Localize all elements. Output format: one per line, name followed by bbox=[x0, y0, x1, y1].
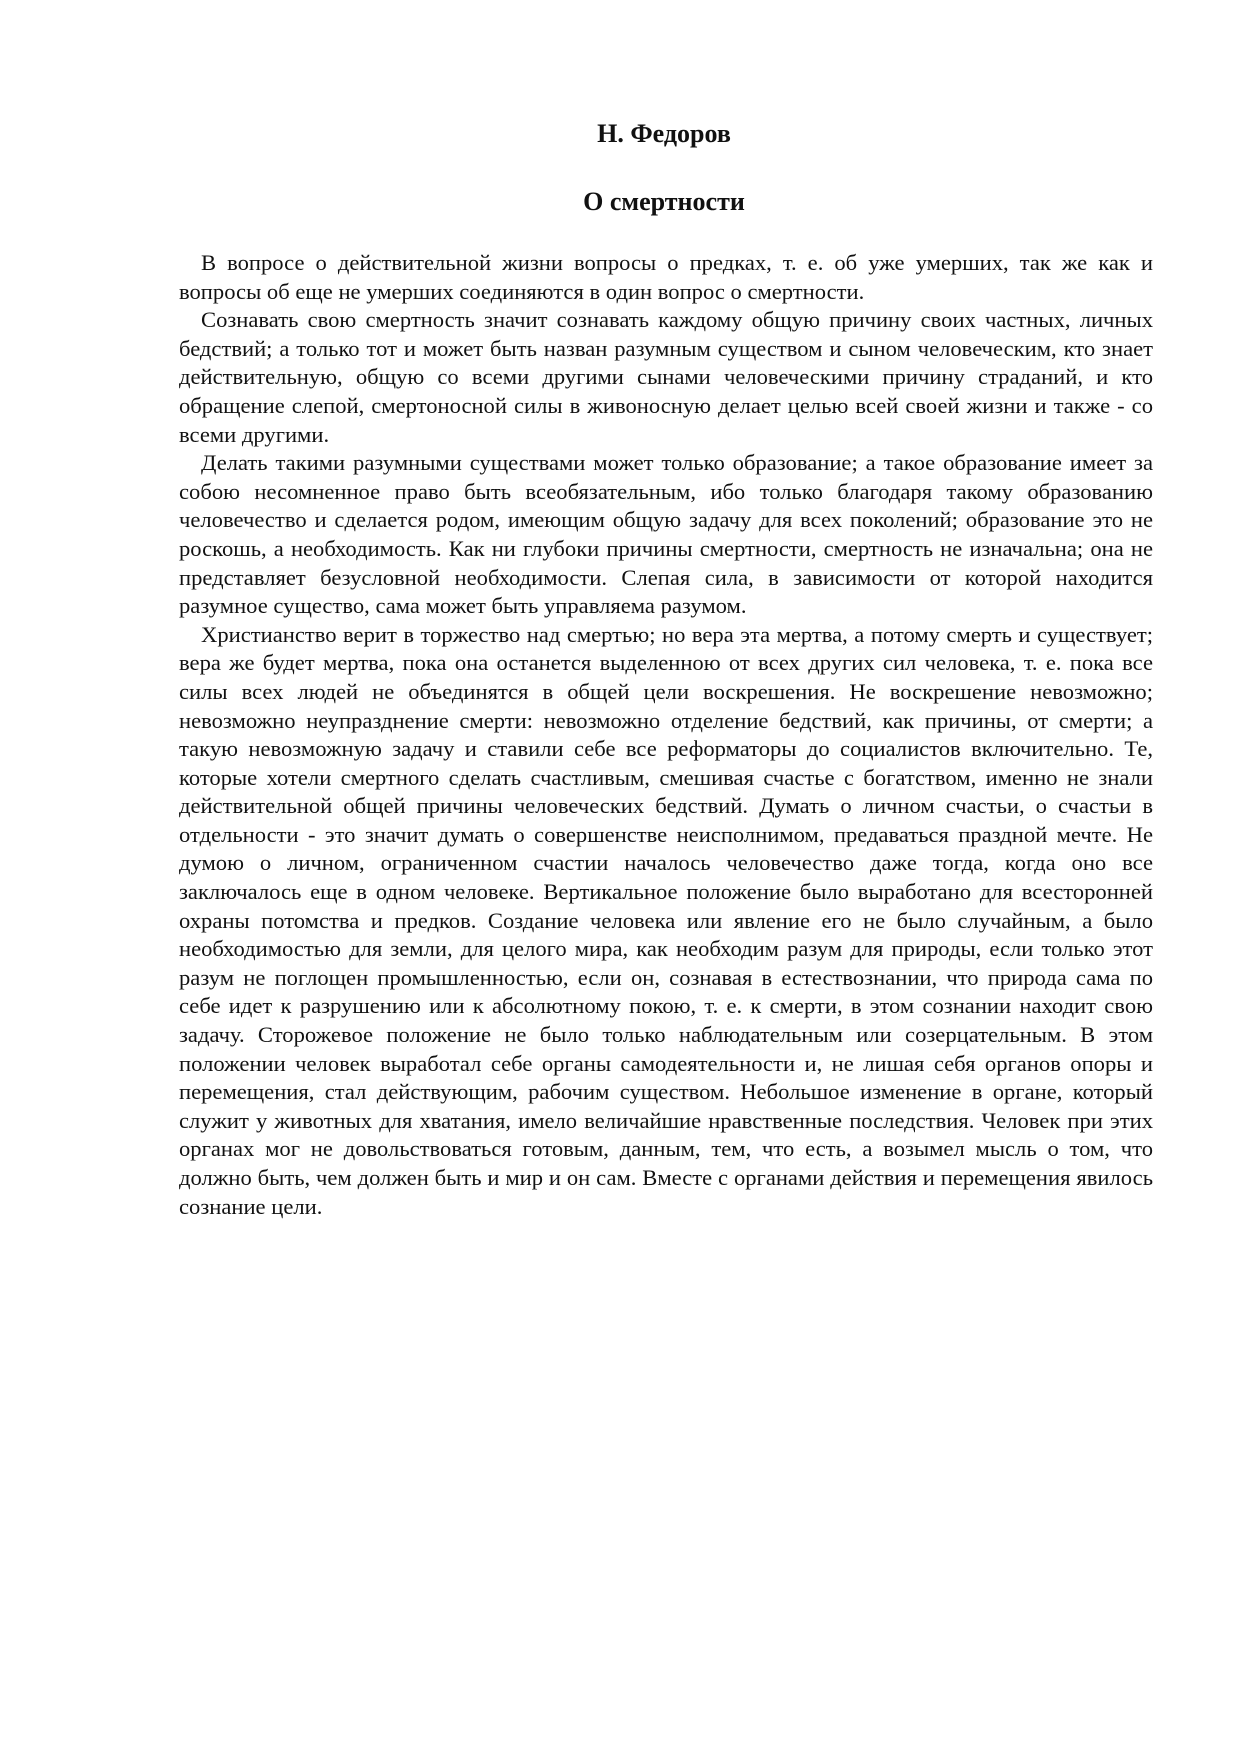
paragraph: Делать такими разумными существами может только образование; а такое образование имеет за собою несомненное право быть всеобязательным, ибо только благодаря такому образованию человечество и сделается родом, имеющим общую задачу для всех поколений; образование это не роскошь, а необходимость. Как ни глубоки причины смертности, смертность не изначальна; она не представляет безусловной необходимости. Слепая сила, в зависимости от которой находится разумное существо, сама может быть управляема разумом. bbox=[179, 450, 1153, 619]
author-name: Н. Федоров bbox=[597, 119, 731, 148]
document-title: О смертности bbox=[583, 187, 745, 216]
paragraph: Христианство верит в торжество над смертью; но вера эта мертва, а потому смерть и существует; вера же будет мертва, пока она останется выделенною от всех других сил человека, т. е. пока все силы всех людей не объединятся в общей цели воскрешения. Не воскрешение невозможно; невозможно неупразднение смерти: невозможно отделение бедствий, как причины, от смерти; а такую невозможную задачу и ставили себе все реформаторы до социалистов включительно. Те, которые хотели смертного сделать счастливым, смешивая счастье с богатством, именно не знали действительной общей причины человеческих бедствий. Думать о личном счастьи, о счастьи в отдельности - это значит думать о совершенстве неисполнимом, предаваться праздной мечте. Не думою о личном, ограниченном счастии началось человечество даже тогда, когда оно все заключалось еще в одном человеке. Вертикальное положение было выработано для всесторонней охраны потомства и предков. Создание человека или явление его не было случайным, а было необходимостью для земли, для целого мира, как необходим разум для природы, если только этот разум не поглощен промышленностью, если он, сознавая в естествознании, что природа сама по себе идет к разрушению или к абсолютному покою, т. е. к смерти, в этом сознании находит свою задачу. Сторожевое положение не было только наблюдательным или созерцательным. В этом положении человек выработал себе органы самодеятельности и, не лишая себя органов опоры и перемещения, стал действующим, рабочим существом. Небольшое изменение в органе, который служит у животных для хватания, имело величайшие нравственные последствия. Человек при этих органах мог не довольствоваться готовым, данным, тем, что есть, а возымел мысль о том, что должно быть, чем должен быть и мир и он сам. Вместе с органами действия и перемещения явилось сознание цели. bbox=[179, 621, 1153, 1219]
paragraph: В вопросе о действительной жизни вопросы о предках, т. е. об уже умерших, так же как и вопросы об еще не умерших соединяются в один вопрос о смертности. bbox=[179, 250, 1153, 304]
paragraph: Сознавать свою смертность значит сознавать каждому общую причину своих частных, личных бедствий; а только тот и может быть назван разумным существом и сыном человеческим, кто знает действительную, общую со всеми другими сынами человеческими причину страданий, и кто обращение слепой, смертоносной силы в живоносную делает целью всей своей жизни и также - со всеми другими. bbox=[179, 307, 1153, 447]
body-text bbox=[179, 249, 1153, 1221]
